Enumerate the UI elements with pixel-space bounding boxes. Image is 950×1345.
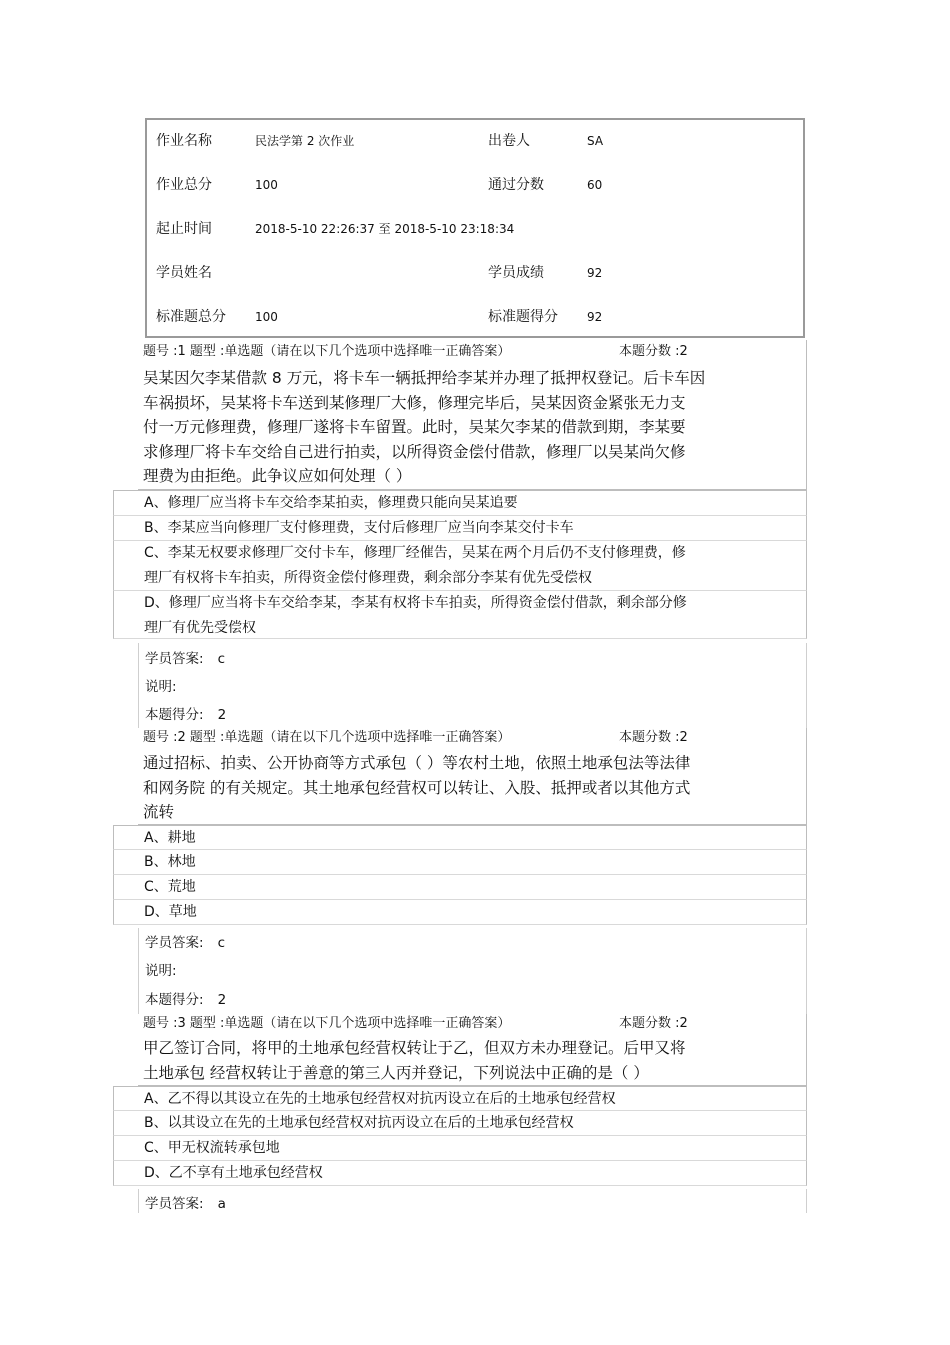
question-1-option-a[interactable] bbox=[113, 490, 807, 516]
stem-line: 车祸损坏，吴某将卡车送到某修理厂大修，修理完毕后，吴某因资金紧张无力支 bbox=[143, 393, 686, 412]
question-1-student-answer bbox=[145, 649, 225, 669]
info-row-total-score bbox=[147, 175, 803, 195]
question-2-option-c[interactable] bbox=[113, 875, 807, 900]
stem-line: 通过招标、拍卖、公开协商等方式承包（ ）等农村土地，依照土地承包法等法律 bbox=[143, 754, 691, 772]
got-label: 本题得分: bbox=[145, 992, 204, 1008]
value-time-range: 2018-5-10 22:26:37 至 2018-5-10 23:18:34 bbox=[255, 222, 515, 236]
got-value: 2 bbox=[217, 707, 227, 723]
value-pass-score: 60 bbox=[587, 178, 603, 192]
label-author: 出卷人 bbox=[488, 133, 530, 149]
stem-line: 和网务院 的有关规定。其土地承包经营权可以转让、入股、抵押或者以其他方式 bbox=[143, 778, 691, 797]
stem-line: 吴某因欠李某借款 8 万元，将卡车一辆抵押给李某并办理了抵押权登记。后卡车因 bbox=[143, 369, 706, 387]
question-1-got-score bbox=[145, 705, 226, 725]
stem-line: 流转 bbox=[143, 803, 175, 821]
question-1-header: 题号 :1 题型 :单选题（请在以下几个选项中选择唯一正确答案） bbox=[143, 344, 511, 359]
question-1-answer-box bbox=[138, 643, 807, 728]
answer-label: 学员答案: bbox=[145, 1196, 204, 1212]
question-2-score: 本题分数 :2 bbox=[619, 730, 688, 745]
option-text: D、修理厂应当将卡车交给李某，李某有权将卡车拍卖，所得资金偿付借款，剩余部分修 bbox=[144, 595, 687, 611]
option-text: B、林地 bbox=[144, 854, 196, 870]
stem-line: 求修理厂将卡车交给自己进行拍卖，以所得资金偿付借款，修理厂以吴某尚欠修 bbox=[143, 442, 686, 461]
answer-label: 学员答案: bbox=[145, 935, 204, 951]
label-student-score: 学员成绩 bbox=[488, 265, 544, 281]
stem-line: 理费为由拒绝。此争议应如何处理（ ） bbox=[143, 467, 412, 485]
question-3-option-d[interactable] bbox=[113, 1161, 807, 1186]
question-3-answer-box bbox=[138, 1189, 807, 1213]
option-text: A、修理厂应当将卡车交给李某拍卖，修理费只能向吴某追要 bbox=[144, 495, 518, 511]
note-label: 说明: bbox=[145, 963, 177, 979]
option-text: A、乙不得以其设立在先的土地承包经营权对抗丙设立在后的土地承包经营权 bbox=[144, 1091, 616, 1107]
label-total-score: 作业总分 bbox=[156, 177, 212, 193]
question-2-answer-box bbox=[138, 928, 807, 1014]
question-2-option-d[interactable] bbox=[113, 900, 807, 925]
answer-value: c bbox=[217, 651, 225, 667]
question-1-stem bbox=[143, 366, 783, 489]
value-standard-total: 100 bbox=[255, 310, 278, 324]
info-row-time-range bbox=[147, 219, 803, 239]
option-text: D、草地 bbox=[144, 904, 197, 920]
question-1-option-d[interactable] bbox=[113, 591, 807, 639]
question-3-stem bbox=[143, 1036, 783, 1085]
option-text: B、以其设立在先的土地承包经营权对抗丙设立在后的土地承包经营权 bbox=[144, 1115, 574, 1131]
label-pass-score: 通过分数 bbox=[488, 177, 544, 193]
value-author: SA bbox=[587, 134, 604, 148]
stem-line: 甲乙签订合同，将甲的土地承包经营权转让于乙，但双方未办理登记。后甲又将 bbox=[143, 1039, 686, 1057]
question-2-option-b[interactable] bbox=[113, 850, 807, 875]
info-row-assignment-name bbox=[147, 131, 803, 151]
value-total-score: 100 bbox=[255, 178, 278, 192]
answer-value: a bbox=[217, 1196, 226, 1212]
question-1-option-c[interactable] bbox=[113, 541, 807, 591]
answer-label: 学员答案: bbox=[145, 651, 204, 667]
question-2-got-score bbox=[145, 990, 226, 1010]
got-label: 本题得分: bbox=[145, 707, 204, 723]
option-text-continued: 理厂有优先受偿权 bbox=[144, 620, 256, 636]
answer-value: c bbox=[217, 935, 225, 951]
stem-line: 土地承包 经营权转让于善意的第三人丙并登记，下列说法中正确的是（ ） bbox=[143, 1063, 649, 1082]
question-3-option-c[interactable] bbox=[113, 1136, 807, 1161]
question-2-header: 题号 :2 题型 :单选题（请在以下几个选项中选择唯一正确答案） bbox=[143, 730, 511, 745]
note-label: 说明: bbox=[145, 679, 177, 695]
value-assignment-name: 民法学第 2 次作业 bbox=[255, 134, 355, 148]
option-text: D、乙不享有土地承包经营权 bbox=[144, 1165, 323, 1181]
option-text: A、耕地 bbox=[144, 830, 196, 846]
question-2-note bbox=[145, 961, 177, 981]
label-standard-total: 标准题总分 bbox=[156, 309, 226, 325]
question-3-header: 题号 :3 题型 :单选题（请在以下几个选项中选择唯一正确答案） bbox=[143, 1016, 511, 1031]
question-3-score: 本题分数 :2 bbox=[619, 1016, 688, 1031]
question-2-stem bbox=[143, 751, 783, 825]
info-row-standard bbox=[147, 307, 803, 327]
assignment-info-box bbox=[145, 118, 805, 338]
info-row-student bbox=[147, 263, 803, 283]
question-1-score: 本题分数 :2 bbox=[619, 344, 688, 359]
option-text: B、李某应当向修理厂支付修理费，支付后修理厂应当向李某交付卡车 bbox=[144, 520, 574, 536]
label-student-name: 学员姓名 bbox=[156, 265, 212, 281]
question-1-option-b[interactable] bbox=[113, 516, 807, 541]
value-student-score: 92 bbox=[587, 266, 603, 280]
got-value: 2 bbox=[217, 992, 227, 1008]
label-time-range: 起止时间 bbox=[156, 221, 212, 237]
label-standard-got: 标准题得分 bbox=[488, 309, 558, 325]
question-3-option-a[interactable] bbox=[113, 1086, 807, 1111]
value-standard-got: 92 bbox=[587, 310, 603, 324]
question-2-option-a[interactable] bbox=[113, 825, 807, 850]
question-2-student-answer bbox=[145, 933, 225, 953]
option-text-continued: 理厂有权将卡车拍卖，所得资金偿付修理费，剩余部分李某有优先受偿权 bbox=[144, 570, 592, 586]
option-text: C、荒地 bbox=[144, 879, 196, 895]
question-3-option-b[interactable] bbox=[113, 1111, 807, 1136]
option-text: C、甲无权流转承包地 bbox=[144, 1140, 280, 1156]
label-assignment-name: 作业名称 bbox=[156, 133, 212, 149]
question-1-note bbox=[145, 677, 177, 697]
question-3-student-answer bbox=[145, 1194, 226, 1214]
stem-line: 付一万元修理费，修理厂遂将卡车留置。此时，吴某欠李某的借款到期，李某要 bbox=[143, 418, 686, 436]
option-text: C、李某无权要求修理厂交付卡车，修理厂经催告，吴某在两个月后仍不支付修理费，修 bbox=[144, 545, 686, 561]
